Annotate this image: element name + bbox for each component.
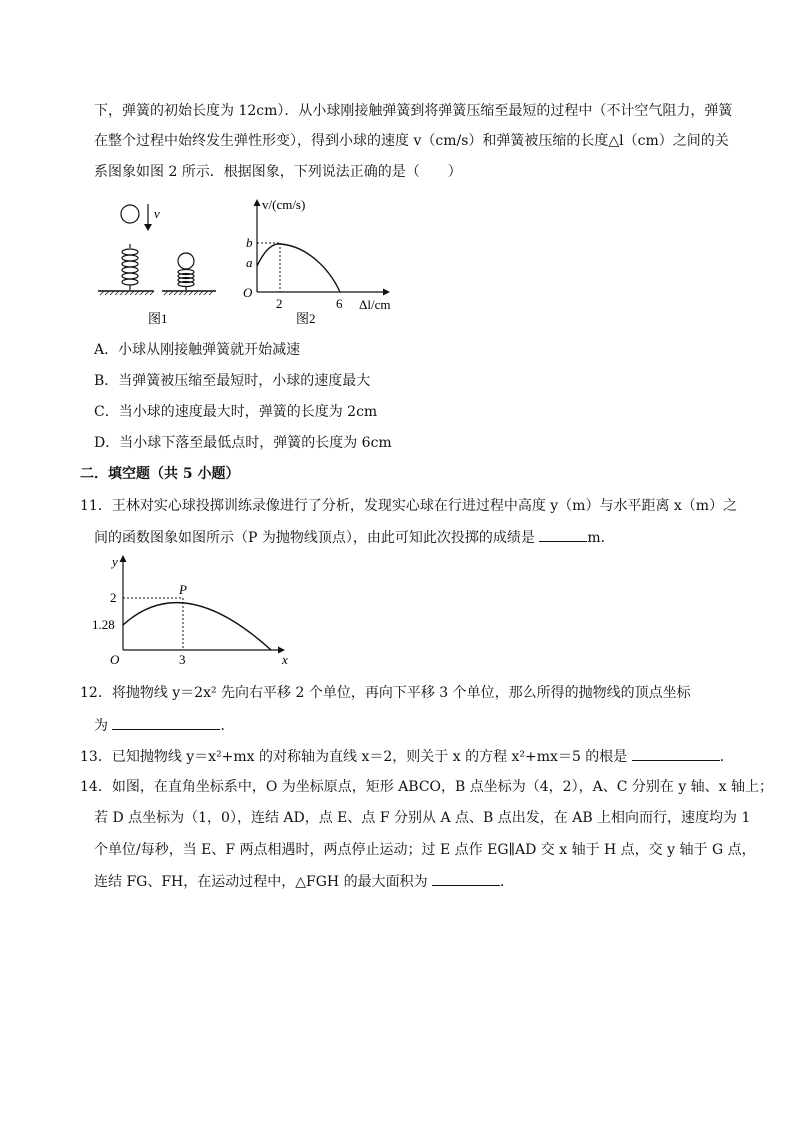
q14-text-line-3: 个单位/每秒，当 E、F 两点相遇时，两点停止运动；过 E 点作 EG∥AD 交 x 轴于 H 点，交 y 轴于 G 点， [94, 842, 756, 858]
figure-1-ball-spring [92, 198, 222, 333]
figure-2-velocity-graph [238, 192, 408, 333]
section-heading: 二．填空题（共 5 小题） [80, 466, 240, 482]
q14-text-suffix: ． [500, 874, 515, 890]
q12-text-line-1: 12．将抛物线 y＝2x² 先向右平移 2 个单位，再向下平移 3 个单位，那么所得的抛物线的顶点坐标 [80, 685, 691, 701]
q11-text-suffix: m． [587, 530, 615, 546]
q11-text-prefix: 间的函数图象如图所示（P 为抛物线顶点），由此可知此次投掷的成绩是 [94, 530, 540, 546]
velocity-curve [257, 244, 340, 292]
q10-option-b: B．当弹簧被压缩至最短时，小球的速度最大 [94, 373, 371, 389]
q14-text-prefix: 连结 FG、FH，在运动过程中，△FGH 的最大面积为 [94, 874, 433, 890]
q11-y-axis-label: y [112, 554, 118, 569]
figure-2-caption: 图2 [296, 311, 316, 326]
figure-1-caption: 图1 [148, 311, 168, 326]
spring-compressed [178, 270, 194, 287]
q11-text-line-2 [94, 527, 615, 548]
y-tick-b: b [246, 235, 253, 250]
spring-relaxed [122, 249, 138, 285]
q10-option-d: D．当小球下落至最低点时，弹簧的长度为 6cm [94, 435, 392, 451]
q11-y-tick-2: 2 [110, 590, 117, 605]
velocity-label: v [154, 206, 160, 221]
q14-answer-blank[interactable] [432, 871, 500, 886]
q11-y-tick-128: 1.28 [92, 617, 115, 632]
falling-ball [121, 205, 139, 223]
q11-vertex-label: P [179, 582, 187, 597]
q10-text-line-3: 系图象如图 2 所示．根据图象，下列说法正确的是（ ） [94, 164, 462, 180]
q11-x-tick-3: 3 [179, 652, 186, 667]
q14-text-line-2: 若 D 点坐标为（1，0），连结 AD，点 E、点 F 分别从 A 点、B 点出发，在 AB 上相向而行，速度均为 1 [94, 810, 751, 826]
q10-option-c: C．当小球的速度最大时，弹簧的长度为 2cm [94, 404, 378, 420]
q13-text [80, 746, 734, 767]
q11-parabola-curve [123, 603, 271, 650]
q13-text-suffix: ． [719, 749, 734, 765]
q11-answer-blank[interactable] [539, 527, 587, 542]
q14-text-line-4 [94, 871, 514, 892]
q10-text-line-2: 在整个过程中始终发生弹性形变），得到小球的速度 v（cm/s）和弹簧被压缩的长度△l（cm）之间的关 [94, 133, 729, 149]
q11-parabola-graph [92, 550, 302, 670]
y-tick-a: a [246, 255, 253, 270]
q11-text-line-1: 11．王林对实心球投掷训练录像进行了分析，发现实心球在行进过程中高度 y（m）与水平距离 x（m）之 [80, 498, 738, 514]
q10-text-line-1: 下，弹簧的初始长度为 12cm）．从小球刚接触弹簧到将弹簧压缩至最短的过程中（不计空气阻力，弹簧 [94, 103, 733, 119]
q11-origin-label: O [110, 652, 120, 667]
q13-answer-blank[interactable] [632, 746, 720, 761]
x-tick-6: 6 [336, 296, 343, 311]
q10-option-a: A．小球从刚接触弹簧就开始减速 [94, 342, 301, 358]
origin-label: O [243, 285, 253, 300]
q12-text-suffix: ． [220, 718, 235, 734]
y-axis-label: v/(cm/s) [262, 197, 306, 212]
x-axis-label: Δl/cm [359, 297, 391, 312]
q13-text-prefix: 13．已知抛物线 y＝x²+mx 的对称轴为直线 x＝2，则关于 x 的方程 x²+mx＝5 的根是 [80, 749, 632, 765]
q12-text-prefix: 为 [94, 718, 113, 734]
x-tick-2: 2 [276, 296, 283, 311]
q14-text-line-1: 14．如图，在直角坐标系中，O 为坐标原点，矩形 ABCO，B 点坐标为（4，2），A、C 分别在 y 轴、x 轴上； [80, 779, 774, 795]
ball-on-spring [178, 253, 194, 269]
q12-text-line-2 [94, 715, 234, 736]
q12-answer-blank[interactable] [112, 715, 220, 730]
q11-x-axis-label: x [282, 652, 288, 667]
